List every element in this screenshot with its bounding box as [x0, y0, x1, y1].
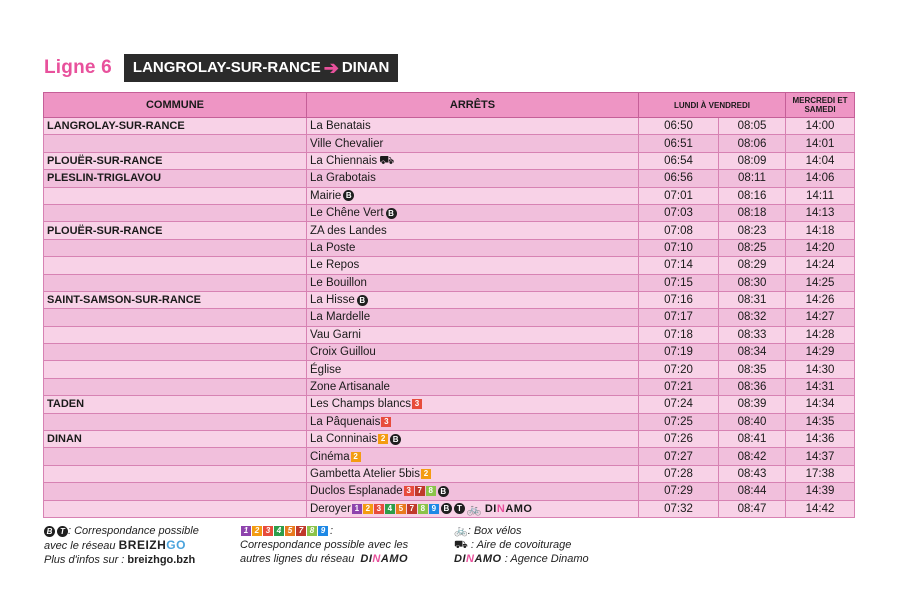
time-wed-sat: 14:28 — [786, 326, 855, 343]
table-row — [44, 326, 855, 343]
commune-cell: SAINT-SAMSON-SUR-RANCE — [44, 291, 307, 308]
stop-name: La Hisse — [310, 294, 355, 307]
table-row — [44, 257, 855, 274]
time-weekday-2: 08:32 — [719, 309, 786, 326]
arrow-right-icon: ➔ — [323, 58, 339, 78]
stop-cell — [307, 118, 639, 135]
table-row — [44, 274, 855, 291]
table-row — [44, 118, 855, 135]
table-row — [44, 483, 855, 500]
time-weekday-2: 08:25 — [719, 239, 786, 256]
time-wed-sat: 14:36 — [786, 431, 855, 448]
stop-cell — [307, 204, 639, 221]
time-wed-sat: 14:20 — [786, 239, 855, 256]
time-weekday-2: 08:31 — [719, 291, 786, 308]
stop-cell — [307, 170, 639, 187]
time-weekday-1: 07:14 — [639, 257, 719, 274]
table-row — [44, 344, 855, 361]
stop-name: Croix Guillou — [310, 346, 376, 359]
route-banner — [124, 54, 398, 82]
commune-cell: PLOUËR-SUR-RANCE — [44, 152, 307, 169]
time-wed-sat: 14:18 — [786, 222, 855, 239]
table-row — [44, 135, 855, 152]
carpool-icon: ⛟ — [379, 152, 395, 167]
commune-cell — [44, 483, 307, 500]
commune-cell — [44, 204, 307, 221]
stop-name: Cinéma — [310, 450, 350, 463]
train-icon: T — [57, 526, 68, 537]
table-row — [44, 309, 855, 326]
time-weekday-2: 08:11 — [719, 170, 786, 187]
commune-cell — [44, 361, 307, 378]
time-weekday-1: 07:17 — [639, 309, 719, 326]
legend-text: : Agence Dinamo — [504, 553, 589, 565]
line-8-badge: 8 — [418, 504, 428, 514]
line-3-badge: 3 — [404, 486, 414, 496]
line-9-badge: 9 — [318, 526, 328, 536]
line-2-badge: 2 — [378, 434, 388, 444]
bus-icon: B — [386, 208, 397, 219]
commune-cell: LANGROLAY-SUR-RANCE — [44, 118, 307, 135]
line-3-badge: 3 — [263, 526, 273, 536]
stop-name: Zone Artisanale — [310, 381, 390, 394]
line-7-badge: 7 — [407, 504, 417, 514]
stop-cell — [307, 291, 639, 308]
time-weekday-1: 07:26 — [639, 431, 719, 448]
stop-name: Vau Garni — [310, 328, 361, 341]
breizhgo-logo: BREIZHGO — [118, 538, 186, 552]
bike-box-icon: 🚲 — [454, 525, 468, 537]
time-wed-sat: 14:30 — [786, 361, 855, 378]
header-lundi: LUNDI À VENDREDI — [639, 93, 786, 118]
stop-name: Le Bouillon — [310, 276, 367, 289]
route-from: LANGROLAY-SUR-RANCE — [132, 59, 321, 76]
bus-icon: B — [357, 295, 368, 306]
line-2-badge: 2 — [363, 504, 373, 514]
header-arrets: ARRÊTS — [307, 93, 639, 118]
stop-cell — [307, 396, 639, 413]
time-weekday-1: 07:19 — [639, 344, 719, 361]
time-wed-sat: 14:11 — [786, 187, 855, 204]
time-wed-sat: 14:26 — [786, 291, 855, 308]
line-3-badge: 3 — [374, 504, 384, 514]
stop-cell — [307, 344, 639, 361]
time-weekday-1: 06:51 — [639, 135, 719, 152]
table-row — [44, 448, 855, 465]
time-wed-sat: 14:29 — [786, 344, 855, 361]
time-wed-sat: 17:38 — [786, 465, 855, 482]
route-to: DINAN — [341, 59, 390, 76]
line-badges — [240, 524, 408, 538]
time-weekday-2: 08:36 — [719, 378, 786, 395]
bike-box-icon: 🚲 — [466, 501, 482, 516]
time-weekday-2: 08:18 — [719, 204, 786, 221]
train-icon: T — [454, 503, 465, 514]
table-row — [44, 291, 855, 308]
time-weekday-2: 08:23 — [719, 222, 786, 239]
stop-cell — [307, 135, 639, 152]
legend-text: : Correspondance possible — [68, 525, 199, 537]
bus-icon: B — [441, 503, 452, 514]
line-5-badge: 5 — [396, 504, 406, 514]
table-row — [44, 204, 855, 221]
table-row — [44, 431, 855, 448]
commune-cell: PLOUËR-SUR-RANCE — [44, 222, 307, 239]
commune-cell — [44, 274, 307, 291]
stop-name: Mairie — [310, 189, 342, 202]
table-row — [44, 152, 855, 169]
time-weekday-2: 08:09 — [719, 152, 786, 169]
line-4-badge: 4 — [274, 526, 284, 536]
time-weekday-1: 07:16 — [639, 291, 719, 308]
time-wed-sat: 14:31 — [786, 378, 855, 395]
time-weekday-2: 08:34 — [719, 344, 786, 361]
time-weekday-2: 08:30 — [719, 274, 786, 291]
stop-cell — [307, 448, 639, 465]
stop-name: La Chiennais — [310, 155, 378, 167]
stop-name: Le Repos — [310, 259, 360, 272]
stop-name: Deroyer — [310, 502, 351, 515]
stop-name: La Pâquenais — [310, 415, 381, 428]
time-weekday-1: 07:27 — [639, 448, 719, 465]
time-weekday-1: 07:03 — [639, 204, 719, 221]
line-7-badge: 7 — [296, 526, 306, 536]
commune-cell: PLESLIN-TRIGLAVOU — [44, 170, 307, 187]
stop-name: La Grabotais — [310, 172, 376, 185]
stop-name: Gambetta Atelier 5bis — [310, 468, 420, 480]
stop-cell — [307, 431, 639, 448]
time-weekday-1: 07:01 — [639, 187, 719, 204]
legend-text: : Box vélos — [467, 525, 522, 537]
commune-cell — [44, 326, 307, 343]
stop-cell — [307, 239, 639, 256]
table-row — [44, 500, 855, 517]
time-weekday-2: 08:44 — [719, 483, 786, 500]
legend-text: Plus d'infos sur : — [44, 554, 125, 566]
line-5-badge: 5 — [285, 526, 295, 536]
bus-icon: B — [438, 486, 449, 497]
commune-cell — [44, 239, 307, 256]
stop-name: Le Chêne Vert — [310, 207, 384, 220]
stop-cell — [307, 378, 639, 395]
time-wed-sat: 14:34 — [786, 396, 855, 413]
stop-cell — [307, 309, 639, 326]
time-weekday-1: 06:56 — [639, 170, 719, 187]
table-row — [44, 222, 855, 239]
line-2-badge: 2 — [421, 469, 431, 479]
table-row — [44, 413, 855, 430]
dinamo-logo: DINAMO — [454, 553, 502, 566]
bus-icon: B — [343, 190, 354, 201]
table-header — [44, 93, 855, 118]
commune-cell — [44, 378, 307, 395]
time-weekday-2: 08:40 — [719, 413, 786, 430]
time-weekday-1: 07:20 — [639, 361, 719, 378]
commune-cell — [44, 500, 307, 517]
dinamo-logo: DINAMO — [360, 553, 409, 566]
time-weekday-2: 08:39 — [719, 396, 786, 413]
line-2-badge: 2 — [351, 452, 361, 462]
line-8-badge: 8 — [426, 486, 436, 496]
time-weekday-2: 08:33 — [719, 326, 786, 343]
legend-text: Correspondance possible avec les — [240, 539, 409, 551]
stop-name: ZA des Landes — [310, 224, 387, 237]
line-8-badge: 8 — [307, 526, 317, 536]
stop-cell — [307, 361, 639, 378]
time-weekday-2: 08:41 — [719, 431, 786, 448]
time-wed-sat: 14:00 — [786, 118, 855, 135]
time-weekday-1: 07:08 — [639, 222, 719, 239]
commune-cell — [44, 448, 307, 465]
time-wed-sat: 14:01 — [786, 135, 855, 152]
stop-name: La Poste — [310, 241, 356, 254]
stop-name: Église — [310, 363, 342, 376]
stop-name: La Conninais — [310, 433, 378, 446]
line-9-badge: 9 — [429, 504, 439, 514]
dinamo-logo: DINAMO — [484, 502, 533, 515]
time-wed-sat: 14:27 — [786, 309, 855, 326]
time-wed-sat: 14:37 — [786, 448, 855, 465]
table-row — [44, 239, 855, 256]
time-wed-sat: 14:42 — [786, 500, 855, 517]
stop-cell — [307, 187, 639, 204]
time-weekday-1: 07:10 — [639, 239, 719, 256]
time-weekday-2: 08:35 — [719, 361, 786, 378]
time-weekday-1: 07:21 — [639, 378, 719, 395]
time-weekday-2: 08:16 — [719, 187, 786, 204]
legend-lines — [240, 524, 408, 566]
line-1-badge: 1 — [352, 504, 362, 514]
stop-cell — [307, 465, 639, 482]
commune-cell — [44, 465, 307, 482]
table-row — [44, 170, 855, 187]
time-wed-sat: 14:04 — [786, 152, 855, 169]
bus-icon: B — [44, 526, 55, 537]
line-1-badge: 1 — [241, 526, 251, 536]
legend-text: : — [330, 525, 334, 537]
time-weekday-2: 08:47 — [719, 500, 786, 517]
timetable-body — [44, 118, 855, 518]
legend-breizhgo — [44, 524, 199, 567]
time-weekday-2: 08:42 — [719, 448, 786, 465]
commune-cell — [44, 413, 307, 430]
time-weekday-2: 08:29 — [719, 257, 786, 274]
stop-cell — [307, 483, 639, 500]
stop-name: Les Champs blancs — [310, 398, 411, 411]
stop-name: Duclos Esplanade — [310, 485, 403, 498]
line-number: Ligne 6 — [44, 57, 112, 78]
commune-cell — [44, 135, 307, 152]
commune-cell — [44, 187, 307, 204]
commune-cell: TADEN — [44, 396, 307, 413]
time-weekday-1: 07:29 — [639, 483, 719, 500]
legend-text: avec le réseau — [44, 540, 116, 552]
stop-cell — [307, 413, 639, 430]
legend-text: autres lignes du réseau — [240, 553, 355, 565]
table-row — [44, 396, 855, 413]
commune-cell — [44, 344, 307, 361]
time-weekday-2: 08:06 — [719, 135, 786, 152]
stop-cell — [307, 326, 639, 343]
commune-cell — [44, 257, 307, 274]
stop-name: La Mardelle — [310, 311, 371, 324]
time-wed-sat: 14:13 — [786, 204, 855, 221]
time-wed-sat: 14:25 — [786, 274, 855, 291]
time-weekday-1: 07:18 — [639, 326, 719, 343]
stop-cell — [307, 257, 639, 274]
time-weekday-1: 06:50 — [639, 118, 719, 135]
time-weekday-1: 07:28 — [639, 465, 719, 482]
time-weekday-1: 07:15 — [639, 274, 719, 291]
table-row — [44, 361, 855, 378]
time-weekday-2: 08:43 — [719, 465, 786, 482]
bus-icon: B — [390, 434, 401, 445]
time-wed-sat: 14:06 — [786, 170, 855, 187]
line-2-badge: 2 — [252, 526, 262, 536]
header-commune: COMMUNE — [44, 93, 307, 118]
time-weekday-1: 07:32 — [639, 500, 719, 517]
commune-cell — [44, 309, 307, 326]
commune-cell: DINAN — [44, 431, 307, 448]
title-row — [44, 54, 398, 82]
time-wed-sat: 14:24 — [786, 257, 855, 274]
stop-cell — [307, 152, 639, 169]
line-3-badge: 3 — [381, 417, 391, 427]
table-row — [44, 187, 855, 204]
time-wed-sat: 14:39 — [786, 483, 855, 500]
stop-name: Ville Chevalier — [310, 137, 384, 150]
breizhgo-link[interactable]: breizhgo.bzh — [127, 554, 196, 566]
stop-cell — [307, 500, 639, 517]
timetable — [43, 92, 855, 518]
time-weekday-1: 06:54 — [639, 152, 719, 169]
time-weekday-1: 07:24 — [639, 396, 719, 413]
line-3-badge: 3 — [412, 399, 422, 409]
time-weekday-1: 07:25 — [639, 413, 719, 430]
legend-services — [454, 524, 589, 566]
stop-cell — [307, 222, 639, 239]
table-row — [44, 378, 855, 395]
stop-cell — [307, 274, 639, 291]
time-weekday-2: 08:05 — [719, 118, 786, 135]
line-4-badge: 4 — [385, 504, 395, 514]
legend-text: : Aire de covoiturage — [470, 539, 572, 551]
table-row — [44, 465, 855, 482]
time-wed-sat: 14:35 — [786, 413, 855, 430]
line-7-badge: 7 — [415, 486, 425, 496]
carpool-icon: ⛟ — [454, 539, 468, 551]
header-mercredi: MERCREDI ET SAMEDI — [786, 93, 855, 118]
stop-name: La Benatais — [310, 120, 371, 133]
